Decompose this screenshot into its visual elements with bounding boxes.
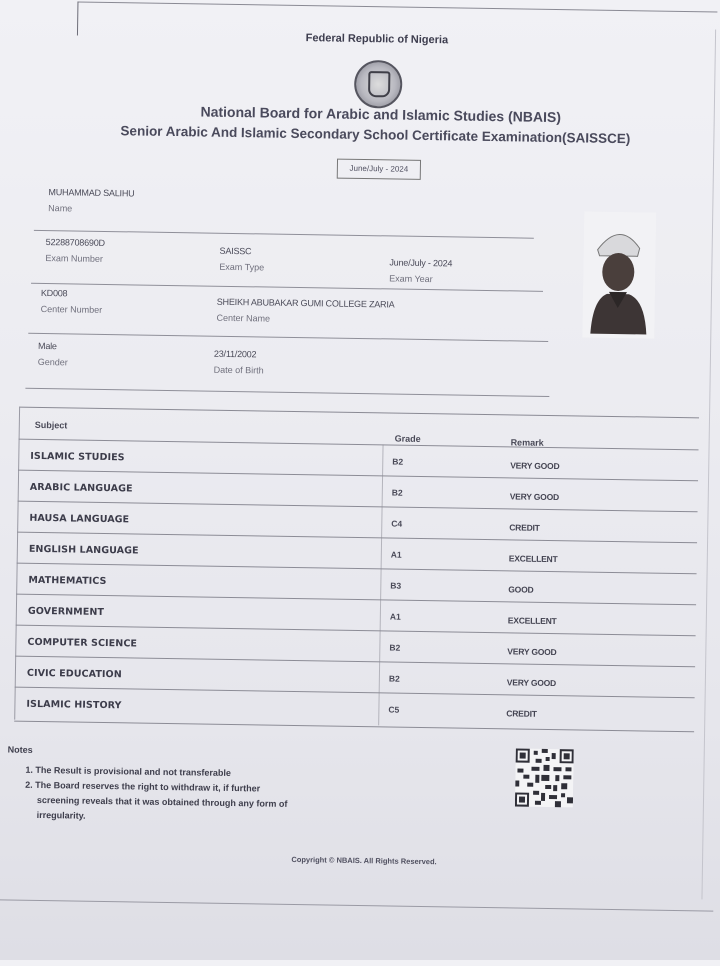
center-name-field: [216, 297, 394, 326]
grade-cell: B2: [391, 487, 403, 498]
grade-cell: C5: [388, 704, 400, 715]
grade-cell: B2: [392, 456, 404, 467]
gender-value: Male: [37, 340, 57, 352]
center-number-value: KD008: [40, 287, 68, 299]
name-value: MUHAMMAD SALIHU: [48, 187, 135, 199]
remark-cell: VERY GOOD: [509, 491, 560, 503]
subject-cell: HAUSA LANGUAGE: [29, 512, 130, 526]
dob-field: [214, 349, 264, 376]
subject-cell: CIVIC EDUCATION: [26, 667, 122, 681]
subject-cell: ISLAMIC HISTORY: [26, 698, 122, 712]
note-item: 2. The Board reserves the right to withdraw it, if further: [25, 779, 261, 794]
subject-cell: ISLAMIC STUDIES: [30, 450, 125, 464]
note-item: screening reveals that it was obtained through any form of: [36, 794, 288, 809]
exam-number-field: [45, 237, 105, 264]
note-item: 1. The Result is provisional and not transferable: [25, 764, 232, 779]
exam-year-label: Exam Year: [389, 273, 433, 285]
name-field: [48, 187, 134, 214]
page-edge-top: [77, 2, 717, 13]
exam-session-box: June/July - 2024: [337, 159, 421, 180]
name-label: Name: [48, 203, 73, 214]
subject-cell: COMPUTER SCIENCE: [27, 636, 138, 650]
grade-cell: B2: [388, 673, 400, 684]
exam-year-value: June/July - 2024: [389, 257, 453, 269]
exam-type-value: SAISSC: [219, 245, 252, 257]
divider: [31, 283, 543, 292]
exam-title: Senior Arabic And Islamic Secondary School Certificate Examination(SAISSCE): [120, 123, 631, 147]
passport-photo: [582, 211, 656, 338]
grade-cell: A1: [389, 611, 401, 622]
qr-code: [515, 747, 574, 808]
dob-value: 23/11/2002: [213, 348, 257, 360]
dob-label: Date of Birth: [213, 364, 264, 376]
grade-header: Grade: [394, 433, 421, 444]
exam-number-value: 52288708690D: [45, 237, 105, 248]
board-title: National Board for Arabic and Islamic Studies (NBAIS): [200, 103, 562, 126]
grade-cell: B3: [390, 580, 402, 591]
copyright-text: Copyright © NBAIS. All Rights Reserved.: [291, 854, 437, 867]
remark-cell: EXCELLENT: [507, 615, 557, 627]
remark-cell: VERY GOOD: [507, 646, 557, 658]
notes-title: Notes: [7, 744, 33, 755]
country-title: Federal Republic of Nigeria: [305, 32, 449, 47]
divider: [34, 230, 534, 239]
center-name-label: Center Name: [216, 312, 271, 324]
remark-cell: GOOD: [508, 584, 534, 595]
subject-cell: ARABIC LANGUAGE: [29, 481, 133, 495]
remark-cell: VERY GOOD: [510, 460, 560, 472]
notes-section: [7, 745, 368, 829]
grade-cell: A1: [390, 549, 402, 560]
exam-type-field: [219, 246, 264, 273]
note-item: irregularity.: [36, 809, 86, 821]
results-table: [19, 407, 699, 719]
gender-field: [38, 341, 68, 367]
subject-header: Subject: [34, 419, 68, 431]
remark-header: Remark: [510, 437, 544, 448]
center-number-field: [41, 288, 103, 315]
coat-of-arms-emblem: [354, 60, 403, 109]
remark-cell: CREDIT: [506, 708, 537, 719]
subject-cell: GOVERNMENT: [27, 605, 105, 618]
page-edge-right: [701, 30, 716, 900]
exam-type-label: Exam Type: [219, 261, 265, 273]
center-name-value: SHEIKH ABUBAKAR GUMI COLLEGE ZARIA: [216, 296, 395, 310]
page-edge-bottom: [0, 899, 713, 911]
grade-cell: B2: [389, 642, 401, 653]
page-edge-left: [77, 2, 79, 36]
subject-cell: ENGLISH LANGUAGE: [28, 543, 139, 557]
grade-cell: C4: [391, 518, 403, 529]
remark-cell: CREDIT: [509, 522, 540, 533]
divider: [28, 333, 548, 342]
subject-cell: MATHEMATICS: [28, 574, 107, 588]
remark-cell: VERY GOOD: [506, 677, 557, 689]
exam-number-label: Exam Number: [45, 253, 104, 264]
gender-label: Gender: [37, 356, 68, 368]
divider: [25, 388, 549, 397]
exam-year-field: [389, 257, 452, 284]
remark-cell: EXCELLENT: [508, 553, 558, 565]
center-number-label: Center Number: [40, 303, 103, 315]
